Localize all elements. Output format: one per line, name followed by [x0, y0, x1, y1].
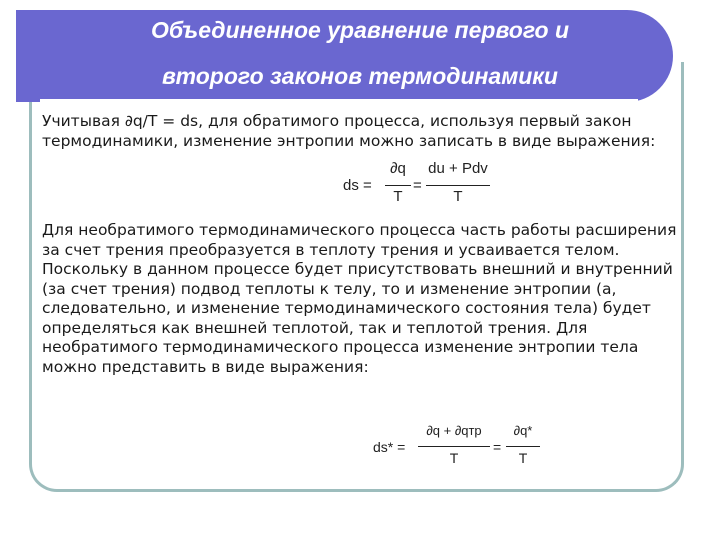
paragraph-irreversible: Для необратимого термодинамического процесса часть работы расширения за счет трения преобразуется в теплоту трения и усваивается телом. Поскольку в данном процессе будет присутствовать внешний и внутренний (за счет трения) подвод теплоты к телу, то и изменение энтропии (а, следовательно, и изменение термодинамического состояния тела) будет определяться как внешней теплотой, так и теплотой трения. Для необратимого термодинамического процесса изменение энтропии тела можно представить в виде выражения:	[42, 221, 677, 376]
eq2-frac2-numerator: ∂q*	[513, 423, 533, 438]
eq2-lhs: ds* =	[373, 439, 406, 455]
eq1-frac2-numerator: du + Pdv	[428, 160, 488, 177]
eq1-lhs: ds =	[343, 177, 372, 194]
eq2-frac1-numerator: ∂q + ∂qтр	[426, 423, 482, 438]
paragraph-reversible: Учитывая ∂q/T = ds, для обратимого процесса, используя первый закон термодинамики, изменение энтропии можно записать в виде выражения:	[42, 112, 656, 150]
eq2-equals: =	[493, 439, 502, 455]
eq2-frac2-bar	[506, 446, 540, 447]
eq1-frac2-denominator: T	[453, 188, 463, 205]
eq2-frac2-denominator: T	[518, 450, 528, 466]
eq1-frac2-bar	[426, 185, 490, 186]
eq1-frac1-numerator: ∂q	[390, 160, 406, 177]
eq1-frac1-bar	[385, 185, 411, 186]
slide-title-line-1: Объединенное уравнение первого и	[150, 17, 570, 43]
eq2-frac1-denominator: T	[449, 450, 459, 466]
eq2-frac1-bar	[418, 446, 490, 447]
title-underline	[40, 99, 638, 102]
eq1-frac1-denominator: T	[393, 188, 403, 205]
slide-title-line-2: второго законов термодинамики	[162, 63, 558, 89]
eq1-equals: =	[413, 177, 422, 194]
